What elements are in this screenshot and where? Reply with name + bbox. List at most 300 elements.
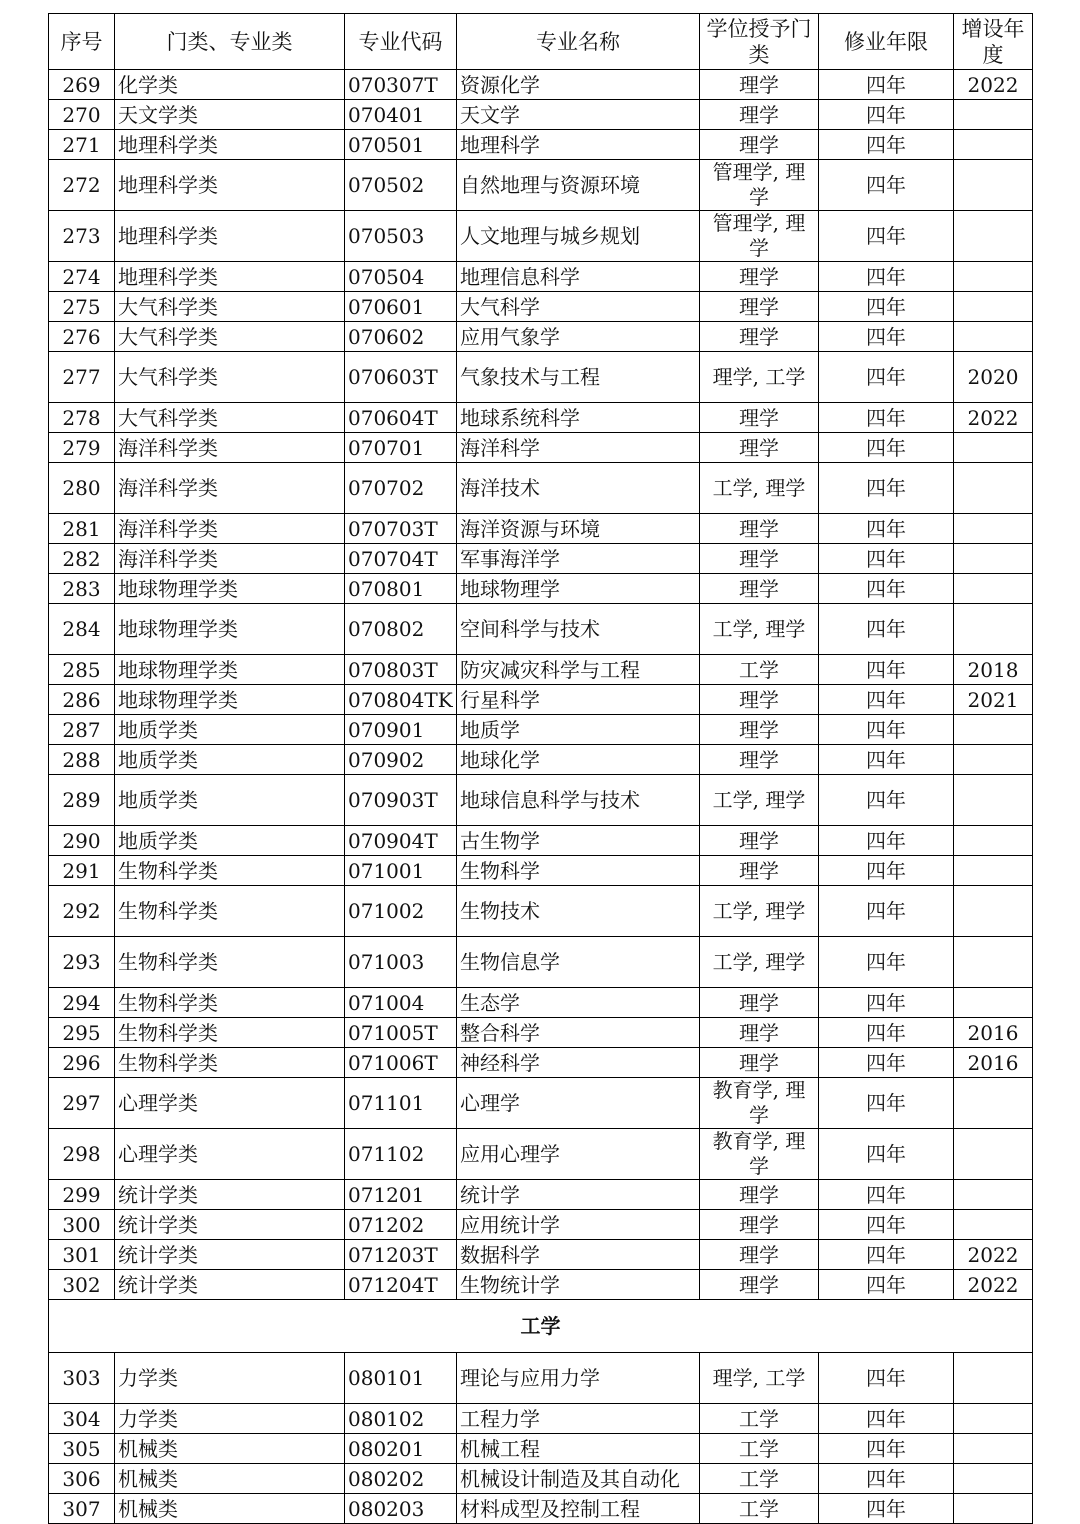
- row-name: 生物技术: [457, 886, 700, 937]
- row-no: 301: [49, 1240, 115, 1270]
- row-category: 地球物理学类: [115, 655, 345, 685]
- row-added: 2016: [954, 1048, 1033, 1078]
- row-degree: 理学: [700, 1210, 819, 1240]
- row-degree: 工学: [700, 1494, 819, 1524]
- section-title: 工学: [49, 1300, 1033, 1353]
- row-name: 人文地理与城乡规划: [457, 211, 700, 262]
- row-no: 281: [49, 514, 115, 544]
- row-no: 289: [49, 775, 115, 826]
- row-category: 化学类: [115, 70, 345, 100]
- row-degree: 理学: [700, 403, 819, 433]
- table-row: [49, 1078, 1033, 1129]
- row-degree: 理学: [700, 1240, 819, 1270]
- row-no: 294: [49, 988, 115, 1018]
- row-degree: 工学, 理学: [700, 937, 819, 988]
- row-added: [954, 433, 1033, 463]
- row-no: 299: [49, 1180, 115, 1210]
- row-code: 070502: [345, 160, 457, 211]
- row-name: 防灾减灾科学与工程: [457, 655, 700, 685]
- row-years: 四年: [819, 1464, 954, 1494]
- table-row: [49, 574, 1033, 604]
- row-code: 071002: [345, 886, 457, 937]
- table-row: [49, 685, 1033, 715]
- row-years: 四年: [819, 685, 954, 715]
- row-degree: 理学: [700, 514, 819, 544]
- row-name: 天文学: [457, 100, 700, 130]
- row-degree: 理学: [700, 1180, 819, 1210]
- row-code: 070801: [345, 574, 457, 604]
- table-row: [49, 292, 1033, 322]
- row-code: 071202: [345, 1210, 457, 1240]
- row-name: 生态学: [457, 988, 700, 1018]
- row-category: 地球物理学类: [115, 574, 345, 604]
- row-code: 070603T: [345, 352, 457, 403]
- row-category: 大气科学类: [115, 403, 345, 433]
- row-name: 气象技术与工程: [457, 352, 700, 403]
- table-row: [49, 856, 1033, 886]
- row-years: 四年: [819, 715, 954, 745]
- row-added: [954, 574, 1033, 604]
- row-degree: 理学: [700, 715, 819, 745]
- row-no: 296: [49, 1048, 115, 1078]
- row-code: 071201: [345, 1180, 457, 1210]
- row-degree: 工学, 理学: [700, 775, 819, 826]
- row-years: 四年: [819, 70, 954, 100]
- row-category: 心理学类: [115, 1129, 345, 1180]
- row-category: 地理科学类: [115, 130, 345, 160]
- row-added: 2022: [954, 403, 1033, 433]
- row-no: 274: [49, 262, 115, 292]
- row-code: 070601: [345, 292, 457, 322]
- table-row: [49, 1434, 1033, 1464]
- row-years: 四年: [819, 1434, 954, 1464]
- row-category: 力学类: [115, 1353, 345, 1404]
- row-category: 生物科学类: [115, 1048, 345, 1078]
- table-row: [49, 433, 1033, 463]
- table-body-engineering: [49, 1353, 1033, 1524]
- row-name: 心理学: [457, 1078, 700, 1129]
- row-name: 统计学: [457, 1180, 700, 1210]
- row-added: [954, 514, 1033, 544]
- row-no: 280: [49, 463, 115, 514]
- table-row: [49, 1353, 1033, 1404]
- header-row: [49, 14, 1033, 70]
- row-degree: 教育学, 理学: [700, 1078, 819, 1129]
- row-category: 海洋科学类: [115, 463, 345, 514]
- row-added: [954, 160, 1033, 211]
- row-no: 282: [49, 544, 115, 574]
- row-name: 生物科学: [457, 856, 700, 886]
- row-category: 心理学类: [115, 1078, 345, 1129]
- row-added: [954, 292, 1033, 322]
- row-name: 神经科学: [457, 1048, 700, 1078]
- row-category: 生物科学类: [115, 937, 345, 988]
- row-degree: 理学: [700, 100, 819, 130]
- row-years: 四年: [819, 574, 954, 604]
- row-added: [954, 211, 1033, 262]
- row-code: 070804TK: [345, 685, 457, 715]
- row-code: 071003: [345, 937, 457, 988]
- row-degree: 理学, 工学: [700, 1353, 819, 1404]
- row-name: 行星科学: [457, 685, 700, 715]
- table-row: [49, 262, 1033, 292]
- row-name: 海洋科学: [457, 433, 700, 463]
- table-row: [49, 745, 1033, 775]
- row-category: 大气科学类: [115, 292, 345, 322]
- table-row: [49, 1270, 1033, 1300]
- row-name: 地质学: [457, 715, 700, 745]
- row-years: 四年: [819, 100, 954, 130]
- row-added: [954, 715, 1033, 745]
- row-added: [954, 1464, 1033, 1494]
- table-row: [49, 715, 1033, 745]
- row-added: [954, 745, 1033, 775]
- row-added: [954, 544, 1033, 574]
- row-degree: 理学: [700, 745, 819, 775]
- header-name: 专业名称: [457, 14, 700, 70]
- row-years: 四年: [819, 292, 954, 322]
- row-name: 海洋资源与环境: [457, 514, 700, 544]
- row-degree: 工学: [700, 1434, 819, 1464]
- row-degree: 理学: [700, 1270, 819, 1300]
- row-years: 四年: [819, 1404, 954, 1434]
- row-added: [954, 322, 1033, 352]
- row-code: 070904T: [345, 826, 457, 856]
- row-name: 机械工程: [457, 1434, 700, 1464]
- row-degree: 理学, 工学: [700, 352, 819, 403]
- row-added: [954, 886, 1033, 937]
- row-degree: 理学: [700, 1018, 819, 1048]
- row-added: 2021: [954, 685, 1033, 715]
- row-category: 地质学类: [115, 775, 345, 826]
- row-no: 287: [49, 715, 115, 745]
- row-degree: 理学: [700, 292, 819, 322]
- row-years: 四年: [819, 655, 954, 685]
- row-category: 海洋科学类: [115, 433, 345, 463]
- row-added: [954, 1494, 1033, 1524]
- row-degree: 理学: [700, 70, 819, 100]
- row-no: 307: [49, 1494, 115, 1524]
- row-category: 生物科学类: [115, 856, 345, 886]
- row-code: 071004: [345, 988, 457, 1018]
- row-code: 080101: [345, 1353, 457, 1404]
- row-years: 四年: [819, 1048, 954, 1078]
- row-years: 四年: [819, 1240, 954, 1270]
- row-category: 机械类: [115, 1434, 345, 1464]
- row-code: 070503: [345, 211, 457, 262]
- row-code: 071101: [345, 1078, 457, 1129]
- row-name: 地理信息科学: [457, 262, 700, 292]
- row-code: 070307T: [345, 70, 457, 100]
- row-code: 071204T: [345, 1270, 457, 1300]
- row-years: 四年: [819, 1210, 954, 1240]
- row-added: [954, 988, 1033, 1018]
- row-no: 283: [49, 574, 115, 604]
- row-code: 070602: [345, 322, 457, 352]
- row-degree: 管理学, 理学: [700, 211, 819, 262]
- row-degree: 理学: [700, 988, 819, 1018]
- row-no: 298: [49, 1129, 115, 1180]
- row-category: 生物科学类: [115, 1018, 345, 1048]
- row-name: 整合科学: [457, 1018, 700, 1048]
- row-category: 力学类: [115, 1404, 345, 1434]
- row-no: 302: [49, 1270, 115, 1300]
- row-added: [954, 937, 1033, 988]
- row-name: 工程力学: [457, 1404, 700, 1434]
- row-no: 303: [49, 1353, 115, 1404]
- row-years: 四年: [819, 856, 954, 886]
- row-name: 自然地理与资源环境: [457, 160, 700, 211]
- row-added: [954, 1129, 1033, 1180]
- row-added: [954, 1434, 1033, 1464]
- table-row: [49, 352, 1033, 403]
- row-years: 四年: [819, 433, 954, 463]
- row-name: 地球系统科学: [457, 403, 700, 433]
- row-years: 四年: [819, 886, 954, 937]
- row-no: 269: [49, 70, 115, 100]
- table-row: [49, 1048, 1033, 1078]
- table-row: [49, 1129, 1033, 1180]
- table-row: [49, 463, 1033, 514]
- row-category: 地质学类: [115, 826, 345, 856]
- row-degree: 工学, 理学: [700, 604, 819, 655]
- row-years: 四年: [819, 514, 954, 544]
- table-row: [49, 1180, 1033, 1210]
- row-code: 070901: [345, 715, 457, 745]
- row-category: 地球物理学类: [115, 685, 345, 715]
- row-name: 地球化学: [457, 745, 700, 775]
- row-no: 275: [49, 292, 115, 322]
- table-row: [49, 322, 1033, 352]
- row-degree: 理学: [700, 574, 819, 604]
- row-code: 071006T: [345, 1048, 457, 1078]
- row-added: [954, 1210, 1033, 1240]
- row-code: 070701: [345, 433, 457, 463]
- row-code: 070902: [345, 745, 457, 775]
- row-name: 应用心理学: [457, 1129, 700, 1180]
- row-added: [954, 775, 1033, 826]
- table-row: [49, 988, 1033, 1018]
- row-years: 四年: [819, 1018, 954, 1048]
- row-name: 机械设计制造及其自动化: [457, 1464, 700, 1494]
- row-name: 大气科学: [457, 292, 700, 322]
- row-years: 四年: [819, 604, 954, 655]
- row-no: 306: [49, 1464, 115, 1494]
- row-category: 地球物理学类: [115, 604, 345, 655]
- row-name: 材料成型及控制工程: [457, 1494, 700, 1524]
- row-name: 理论与应用力学: [457, 1353, 700, 1404]
- row-added: 2022: [954, 1240, 1033, 1270]
- row-degree: 理学: [700, 856, 819, 886]
- row-years: 四年: [819, 544, 954, 574]
- row-name: 地球信息科学与技术: [457, 775, 700, 826]
- row-years: 四年: [819, 1353, 954, 1404]
- row-degree: 理学: [700, 826, 819, 856]
- row-added: [954, 463, 1033, 514]
- row-category: 统计学类: [115, 1210, 345, 1240]
- header-years: 修业年限: [819, 14, 954, 70]
- row-no: 271: [49, 130, 115, 160]
- row-added: 2016: [954, 1018, 1033, 1048]
- header-added: 增设年度: [954, 14, 1033, 70]
- row-code: 070704T: [345, 544, 457, 574]
- table-row: [49, 1210, 1033, 1240]
- table-row: [49, 655, 1033, 685]
- row-name: 生物统计学: [457, 1270, 700, 1300]
- row-no: 279: [49, 433, 115, 463]
- major-catalog-table: [48, 13, 1033, 1524]
- row-code: 070803T: [345, 655, 457, 685]
- row-code: 071001: [345, 856, 457, 886]
- row-no: 291: [49, 856, 115, 886]
- row-added: [954, 1404, 1033, 1434]
- row-code: 070604T: [345, 403, 457, 433]
- table-row: [49, 1240, 1033, 1270]
- row-code: 071005T: [345, 1018, 457, 1048]
- row-name: 地球物理学: [457, 574, 700, 604]
- section-row: [49, 1300, 1033, 1353]
- table-row: [49, 937, 1033, 988]
- row-years: 四年: [819, 775, 954, 826]
- row-no: 277: [49, 352, 115, 403]
- row-degree: 管理学, 理学: [700, 160, 819, 211]
- row-years: 四年: [819, 826, 954, 856]
- row-code: 070501: [345, 130, 457, 160]
- row-name: 空间科学与技术: [457, 604, 700, 655]
- row-name: 应用统计学: [457, 1210, 700, 1240]
- table-body-science: [49, 70, 1033, 1300]
- row-no: 292: [49, 886, 115, 937]
- row-years: 四年: [819, 352, 954, 403]
- row-name: 资源化学: [457, 70, 700, 100]
- row-added: [954, 1180, 1033, 1210]
- table-row: [49, 1018, 1033, 1048]
- row-years: 四年: [819, 988, 954, 1018]
- row-degree: 工学, 理学: [700, 886, 819, 937]
- row-category: 统计学类: [115, 1270, 345, 1300]
- row-degree: 理学: [700, 685, 819, 715]
- row-category: 大气科学类: [115, 352, 345, 403]
- row-years: 四年: [819, 463, 954, 514]
- row-no: 285: [49, 655, 115, 685]
- row-years: 四年: [819, 1180, 954, 1210]
- row-category: 地理科学类: [115, 160, 345, 211]
- row-added: [954, 262, 1033, 292]
- table-row: [49, 100, 1033, 130]
- row-no: 297: [49, 1078, 115, 1129]
- row-code: 080201: [345, 1434, 457, 1464]
- row-category: 海洋科学类: [115, 514, 345, 544]
- row-code: 070802: [345, 604, 457, 655]
- row-code: 080203: [345, 1494, 457, 1524]
- row-degree: 教育学, 理学: [700, 1129, 819, 1180]
- row-degree: 工学, 理学: [700, 463, 819, 514]
- table-row: [49, 70, 1033, 100]
- table-row: [49, 1494, 1033, 1524]
- table-row: [49, 130, 1033, 160]
- row-added: 2020: [954, 352, 1033, 403]
- row-category: 机械类: [115, 1494, 345, 1524]
- row-degree: 理学: [700, 130, 819, 160]
- table-row: [49, 775, 1033, 826]
- row-code: 070903T: [345, 775, 457, 826]
- row-degree: 工学: [700, 1464, 819, 1494]
- row-category: 海洋科学类: [115, 544, 345, 574]
- table-row: [49, 886, 1033, 937]
- row-years: 四年: [819, 1129, 954, 1180]
- row-no: 295: [49, 1018, 115, 1048]
- row-no: 300: [49, 1210, 115, 1240]
- row-no: 293: [49, 937, 115, 988]
- row-no: 284: [49, 604, 115, 655]
- row-added: 2022: [954, 70, 1033, 100]
- row-degree: 工学: [700, 1404, 819, 1434]
- row-name: 生物信息学: [457, 937, 700, 988]
- row-code: 070504: [345, 262, 457, 292]
- table-row: [49, 1464, 1033, 1494]
- header-code: 专业代码: [345, 14, 457, 70]
- row-category: 地理科学类: [115, 262, 345, 292]
- header-degree: 学位授予门类: [700, 14, 819, 70]
- row-category: 地质学类: [115, 745, 345, 775]
- row-added: [954, 100, 1033, 130]
- row-category: 大气科学类: [115, 322, 345, 352]
- row-no: 286: [49, 685, 115, 715]
- row-category: 统计学类: [115, 1180, 345, 1210]
- row-category: 生物科学类: [115, 988, 345, 1018]
- table-row: [49, 544, 1033, 574]
- row-code: 080202: [345, 1464, 457, 1494]
- row-category: 地理科学类: [115, 211, 345, 262]
- row-no: 278: [49, 403, 115, 433]
- row-code: 080102: [345, 1404, 457, 1434]
- row-added: [954, 856, 1033, 886]
- header-no: 序号: [49, 14, 115, 70]
- row-category: 机械类: [115, 1464, 345, 1494]
- row-years: 四年: [819, 1078, 954, 1129]
- row-category: 天文学类: [115, 100, 345, 130]
- row-added: [954, 130, 1033, 160]
- row-code: 070703T: [345, 514, 457, 544]
- row-category: 地质学类: [115, 715, 345, 745]
- row-years: 四年: [819, 160, 954, 211]
- row-years: 四年: [819, 1494, 954, 1524]
- row-degree: 理学: [700, 433, 819, 463]
- row-code: 071102: [345, 1129, 457, 1180]
- row-added: [954, 604, 1033, 655]
- row-years: 四年: [819, 322, 954, 352]
- row-category: 统计学类: [115, 1240, 345, 1270]
- table-row: [49, 514, 1033, 544]
- row-years: 四年: [819, 1270, 954, 1300]
- row-added: [954, 1353, 1033, 1404]
- table-row: [49, 1404, 1033, 1434]
- row-no: 288: [49, 745, 115, 775]
- row-added: 2022: [954, 1270, 1033, 1300]
- row-category: 生物科学类: [115, 886, 345, 937]
- row-name: 应用气象学: [457, 322, 700, 352]
- table-row: [49, 604, 1033, 655]
- row-degree: 理学: [700, 1048, 819, 1078]
- row-added: [954, 1078, 1033, 1129]
- row-code: 070702: [345, 463, 457, 514]
- row-degree: 理学: [700, 322, 819, 352]
- table-row: [49, 211, 1033, 262]
- row-name: 军事海洋学: [457, 544, 700, 574]
- row-code: 070401: [345, 100, 457, 130]
- row-no: 290: [49, 826, 115, 856]
- row-no: 305: [49, 1434, 115, 1464]
